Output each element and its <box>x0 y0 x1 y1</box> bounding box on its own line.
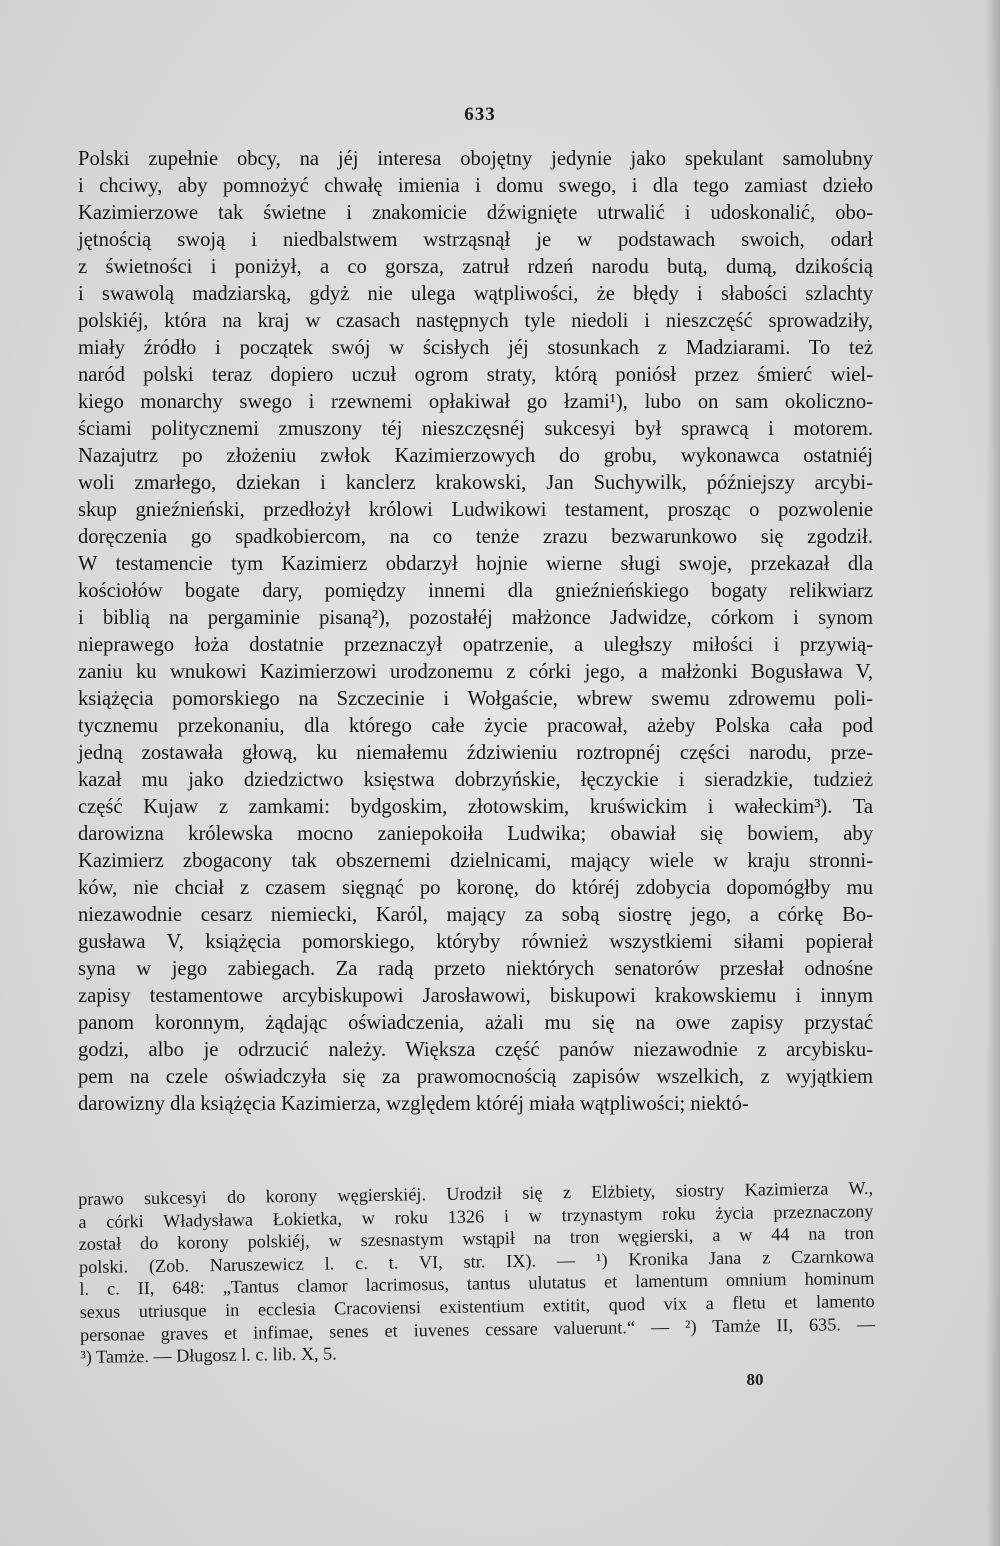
text-line: jętnością swoją i niedbalstwem wstrząsnął je w podstawach swoich, odarł <box>78 229 873 251</box>
text-line: niezawodnie cesarz niemiecki, Karól, mający za sobą siostrę jego, a córkę Bo- <box>78 904 873 926</box>
footnote-line: ³) Tamże. — Długosz l. c. lib. X, 5. <box>80 1343 337 1368</box>
printer-signature-mark: 80 <box>746 1370 764 1389</box>
footnote-line: prawo sukcesyi do korony węgierskiéj. Urodził się z Elżbiety, siostry Kazimierza W., <box>78 1177 874 1209</box>
text-line: i chciwy, aby pomnożyć chwałę imienia i domu swego, i dla tego zamiast dzieło <box>78 175 873 197</box>
text-line: doręczenia go spadkobiercom, na co tenże zrazu bezwarunkowo się zgodził. <box>78 526 873 548</box>
text-line: darowizny dla książęcia Kazimierza, względem któréj miała wątpliwości; niektó- <box>78 1093 749 1115</box>
text-line: kościołów bogate dary, pomiędzy innemi dla gnieźnieńskiego bogaty relikwiarz <box>78 580 873 602</box>
text-line: jedną zostawała głową, ku niemałemu ździwieniu roztropnéj części narodu, prze- <box>78 742 873 764</box>
footnote-line: personae graves et infimae, senes et iuvenes cessare valuerunt.“ — ²) Tamże II, 635. — <box>79 1313 876 1345</box>
text-line: zapisy testamentowe arcybiskupowi Jarosławowi, biskupowi krakowskiemu i innym <box>78 985 873 1007</box>
text-line: darowizna królewska mocno zaniepokoiła Ludwika; obawiał się bowiem, aby <box>78 823 873 845</box>
footnote-line: a córki Władysława Łokietka, w roku 1326 i w trzynastym roku życia przeznaczony <box>78 1200 874 1232</box>
text-line: Polski zupełnie obcy, na jéj interesa obojętny jedynie jako spekulant samolubny <box>78 148 873 170</box>
text-line: pem na czele oświadczyła się za prawomocnością zapisów wszelkich, z wyjątkiem <box>78 1066 873 1088</box>
text-line: Kazimierz zbogacony tak obszernemi dzielnicami, mający wiele w kraju stronni- <box>78 850 873 872</box>
text-line: i swawolą madziarską, gdyż nie ulega wątpliwości, że błędy i słabości szlachty <box>78 283 873 305</box>
text-line: kazał mu jako dziedzictwo księstwa dobrzyńskie, łęczyckie i sieradzkie, tudzież <box>78 769 873 791</box>
text-line: kiego monarchy swego i rzewnemi opłakiwał go łzami¹), lubo on sam okoliczno- <box>78 391 873 413</box>
text-line: i biblią na pergaminie pisaną²), pozostałéj małżonce Jadwidze, córkom i synom <box>78 607 873 629</box>
text-line: ków, nie chciał z czasem sięgnąć po koronę, do któréj zdobycia dopomógłby mu <box>78 877 873 899</box>
text-line: Nazajutrz po złożeniu zwłok Kazimierzowych do grobu, wykonawca ostatniéj <box>78 445 873 467</box>
page-number: 633 <box>464 104 496 125</box>
page-edge-shadow <box>986 0 1000 1546</box>
text-line: godzi, albo je odrzucić należy. Większa część panów niezawodnie z arcybisku- <box>78 1039 873 1061</box>
text-line: panom koronnym, żądając oświadczenia, ażali mu się na owe zapisy przystać <box>78 1012 873 1034</box>
text-line: część Kujaw z zamkami: bydgoskim, złotowskim, kruświckim i wałeckim³). Ta <box>78 796 873 818</box>
text-line: zaniu ku wnukowi Kazimierzowi urodzonemu z córki jego, a małżonki Bogusława V, <box>78 661 873 683</box>
main-text-block <box>78 146 873 1118</box>
text-line: gusława V, książęcia pomorskiego, któryby również wszystkiemi siłami popierał <box>78 931 873 953</box>
text-line: woli zmarłego, dziekan i kanclerz krakowski, Jan Suchywilk, późniejszy arcybi- <box>78 472 873 494</box>
text-line: tycznemu przekonaniu, dla którego całe życie pracował, ażeby Polska cała pod <box>78 715 873 737</box>
footnote-line: został do korony polskiéj, w szesnastym wstąpił na tron węgierski, a w 44 na tron <box>78 1223 874 1255</box>
text-line: nieprawego łoża dostatnie przeznaczył opatrzenie, a uległszy miłości i przywią- <box>78 634 873 656</box>
footnote-line: l. c. II, 648: „Tantus clamor lacrimosus, tantus ulutatus et lamentum omnium hominum <box>79 1268 875 1300</box>
text-line: W testamencie tym Kazimierz obdarzył hojnie wierne sługi swoje, przekazał dla <box>78 553 873 575</box>
text-line: polskiéj, która na kraj w czasach następnych tyle niedoli i nieszczęść sprowadziły, <box>78 310 873 332</box>
text-line: z świetności i poniżył, a co gorsza, zatruł rdzeń narodu butą, dumą, dzikością <box>78 256 873 278</box>
text-line: Kazimierzowe tak świetne i znakomicie dźwignięte utrwalić i udoskonalić, obo- <box>78 202 873 224</box>
footnotes-block <box>78 1177 875 1369</box>
text-line: książęcia pomorskiego na Szczecinie i Wołgaście, wbrew swemu zdrowemu poli- <box>78 688 873 710</box>
footnote-line: sexus utriusque in ecclesia Cracoviensi existentium extitit, quod vix a fletu et lamento <box>79 1290 875 1322</box>
text-line: ściami politycznemi zmuszony téj nieszczęsnéj sukcesyi był sprawcą i motorem. <box>78 418 873 440</box>
footnote-line: polski. (Zob. Naruszewicz l. c. t. VI, str. IX). — ¹) Kronika Jana z Czarnkowa <box>78 1245 875 1277</box>
text-line: miały źródło i początek swój w ścisłych jéj stosunkach z Madziarami. To też <box>78 337 873 359</box>
text-line: naród polski teraz dopiero uczuł ogrom straty, którą poniósł przez śmierć wiel- <box>78 364 873 386</box>
text-line: skup gnieźnieński, przedłożył królowi Ludwikowi testament, prosząc o pozwolenie <box>78 499 873 521</box>
text-line: syna w jego zabiegach. Za radą przeto niektórych senatorów przesłał odnośne <box>78 958 873 980</box>
